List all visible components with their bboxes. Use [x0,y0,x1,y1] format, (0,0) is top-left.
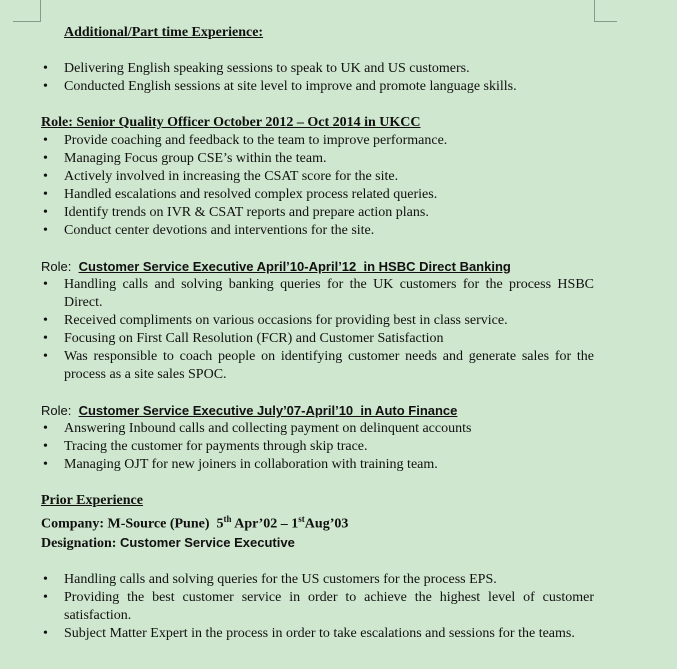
role-auto-finance-list [41,420,594,474]
role-label: Role: [41,403,79,418]
additional-experience-list [41,60,594,96]
ordinal-suffix: st [298,514,305,524]
list-item: • Focusing on First Call Resolution (FCR) and Customer Satisfaction [41,330,594,348]
list-item: • Provide coaching and feedback to the team to improve performance. [41,132,594,150]
list-item: • Managing OJT for new joiners in collaboration with training team. [41,456,594,474]
role-auto-finance-heading [41,402,594,420]
additional-experience-heading: Additional/Part time Experience: [64,25,264,40]
prior-experience-heading: Prior Experience [41,493,143,508]
designation-label: Designation: [41,535,120,551]
prior-experience-list [41,571,594,643]
page-corner-mark-left [13,0,41,22]
role-senior-quality-officer-list [41,132,594,240]
role-hsbc-heading [41,258,594,276]
designation-line [41,534,594,553]
company-dates-end: Aug’03 [304,516,349,532]
list-item: • Delivering English speaking sessions to speak to UK and US customers. [41,60,594,78]
page-corner-mark-right [594,0,617,22]
role-hsbc-list [41,276,594,384]
list-item: • Conducted English sessions at site level to improve and promote language skills. [41,78,594,96]
list-item: • Subject Matter Expert in the process in order to take escalations and sessions for the teams. [41,625,594,643]
company-line [41,510,594,534]
list-item: • Was responsible to coach people on identifying customer needs and generate sales for the process as a site sales SPOC. [41,348,594,384]
designation-value: Customer Service Executive [119,534,295,550]
list-item: • Providing the best customer service in order to achieve the highest level of customer satisfaction. [41,589,594,625]
list-item: • Tracing the customer for payments through skip trace. [41,438,594,456]
role-senior-quality-officer-heading: Role: Senior Quality Officer October 2012 – Oct 2014 in UKCC [41,115,421,130]
resume-document [41,24,594,643]
company-dates: Apr’02 – 1 [231,516,299,532]
role-label: Role: [41,259,79,274]
company-label: Company: M-Source (Pune) 5 [41,516,224,532]
list-item: • Received compliments on various occasions for providing best in class service. [41,312,594,330]
list-item: • Answering Inbound calls and collecting payment on delinquent accounts [41,420,594,438]
list-item: • Handled escalations and resolved complex process related queries. [41,186,594,204]
list-item: • Handling calls and solving queries for the US customers for the process EPS. [41,571,594,589]
list-item: • Managing Focus group CSE’s within the team. [41,150,594,168]
list-item: • Actively involved in increasing the CSAT score for the site. [41,168,594,186]
list-item: • Identify trends on IVR & CSAT reports and prepare action plans. [41,204,594,222]
role-title: Customer Service Executive July’07-April’10 in Auto Finance [78,403,458,418]
role-title: Customer Service Executive April’10-April’12 in HSBC Direct Banking [78,259,511,274]
ordinal-suffix: th [223,514,232,524]
list-item: • Handling calls and solving banking queries for the UK customers for the process HSBC Direct. [41,276,594,312]
list-item: • Conduct center devotions and interventions for the site. [41,222,594,240]
